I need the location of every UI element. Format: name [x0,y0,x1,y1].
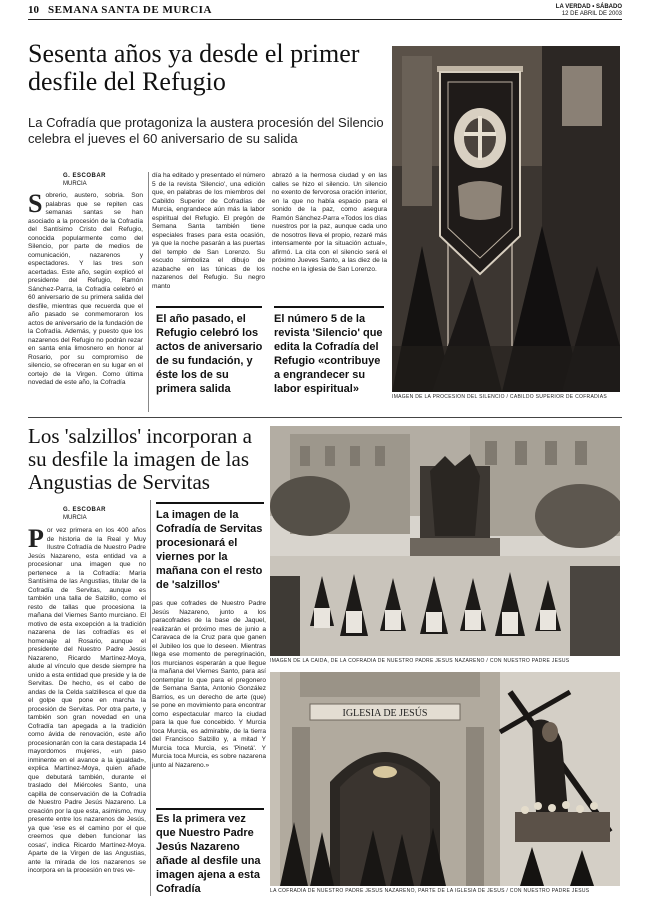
procession-silencio-image [392,46,620,392]
issue-date: 12 DE ABRIL DE 2003 [561,11,622,17]
article1-col2-text: día ha editado y presentado el número 5 de la revista 'Silencio', una edición que, en palabras de los miembros del Cabildo Superior de Cofradías de Murcia, engrandece aún más la labor espiritual del Refugio. El pregón de Semana Santa también tiene especiales frases para esta ocasión, ya que la noche pasarán a las puertas del templo de San Lorenzo. Su escudo simboliza el dibujo de azabache en las túnicas de los nazarenos del Refugio. Su negro manto [152,172,265,290]
pullquote-rule [156,808,264,810]
pullquote-rule [274,306,384,308]
article2-photo-2 [270,672,620,886]
article1-col1-text: obrerio, austero, sobria. Son palabras que se repiten cas semanas santas se han asociado a la procesión de la Cofradía del Santísimo Cristo del Refugio, conocida popularmente como del Silencio, por parte de medios de comunicación, nazarenos y espectadores. Y las tres son acertadas. Este año, según explicó el presidente del Refugio, Ramón Sánchez-Parra, la Cofradía celebró el 60 aniversario de su primera salida del desfile, mientras que recuerda que el año pasado se conmemoraron los actos de aniversario de la fundación de la Cofradía. Además, y puesto que los nazarenos del Refugio no podrán rezar en santa enla limosnero en honor al Rosario, por su compromiso de silencio, se ofreceran en su lugar en el cortejo de la Virgen. Como última novedad de este año, la Cofradía [28,192,143,386]
article2-headline: Los 'salzillos' incorporan a su desfile la imagen de las Angustias de Servitas [28,424,252,494]
byline-name: G. ESCOBAR [63,173,107,179]
byline-place: MURCIA [63,515,87,521]
newspaper-name: LA VERDAD • SÁBADO [555,4,622,10]
article1-subheadline: La Cofradía que protagoniza la austera procesión del Silencio celebra el jueves el 60 aniversario de su salida [28,115,384,146]
article1-byline [63,172,106,188]
byline-place: MURCIA [63,181,87,187]
byline-name: G. ESCOBAR [63,507,107,513]
article2-byline [63,506,106,522]
article2-photo-1-caption: IMAGEN DE LA CAÍDA, DE LA COFRADÍA DE NUESTRO PADRE JESÚS NAZARENO / CON NUESTRO PADRE JESÚS [270,658,570,664]
article1-column-2 [152,172,265,300]
article2-column-2 [152,600,266,800]
church-sign: IGLESIA DE JESÚS [342,708,428,719]
column-rule [148,172,149,412]
article1-pullquote-2: El número 5 de la revista 'Silencio' que edita la Cofradía del Refugio «contribuye a engrandecer su labor espiritual» [274,313,383,395]
article2-pullquote-1: La imagen de la Cofradía de Servitas procesionará el viernes por la mañana con el resto de 'salzillos' [156,509,263,591]
pullquote-rule [156,306,262,308]
article2-photo-1 [270,426,620,656]
article2-pullquote-2: Es la primera vez que Nuestro Padre Jesús Nazareno añade al desfile una imagen ajena a esta Cofradía [156,813,261,895]
section-divider [28,417,622,418]
caida-procession-image [270,426,620,656]
article2-column-1 [28,527,146,897]
iglesia-de-jesus-image [270,672,620,886]
pullquote-rule [156,502,264,504]
article1-col3-text: abrazó a la hermosa ciudad y en las calles se hizo el silencio. Un silencio no exento de fervorosa oración interior, en la que no había espacio para el sonido de la paz, como asegura Ramón Sánchez-Parra «Todos los días nuestros por la paz, aunque cada uno de nosotros lleva el propio, rezaré más intensamente por la situación actual», afirmó. La cita con el silencio será el próximo Jueves Santo, a las diez de la noche en la iglesia de San Lorenzo. [272,172,387,273]
article1-column-3 [272,172,387,300]
article2-col2-text: pas que cofrades de Nuestro Padre Jesús Nazareno, junto a los paracofrades de la base de Jaquel, realizarán el próximo mes de junio a Caravaca de la Cruz para que ganen el Jubileo los que lo deseen. Mientras llega ese momento de peregrinación, los murcianos esperarán a que llegue la mañana del Viernes Santo, para así contemplar lo que para el pregonero de Semana Santa, Antonio González Barrios, es un derecho de arte (que) se pone en movimiento para encontrar como espectacular marco la ciudad para la que fue concebido. Y Murcia toca Murcia, es admirable, de la tierra del Francisco Salzillo y, a mitad Y Murcia toca Murcia, es 'Pinetá'. Y Murcia toca Murcia, es sobre nazarena junto al Nazareno.» [152,600,266,769]
article1-dropcap: S [28,192,43,218]
article2-dropcap: P [28,527,44,553]
page-number: 10 [28,4,39,16]
header-masthead [556,4,622,18]
article2-photo-2-caption: LA COFRADÍA DE NUESTRO PADRE JESÚS NAZARENO, PARTE DE LA IGLESIA DE JESÚS / CON NUESTRO PADRE JESÚS [270,888,590,894]
article1-photo-caption: IMAGEN DE LA PROCESIÓN DEL SILENCIO / CABILDO SUPERIOR DE COFRADÍAS [392,394,607,400]
article1-photo [392,46,620,392]
section-title: SEMANA SANTA DE MURCIA [48,4,212,16]
page-header [28,4,622,20]
article2-col1-text: or vez primera en los 400 años de historia de la Real y Muy Ilustre Cofradía de Nuestro Padre Jesús Nazareno, esta entidad va a procesionar una imagen que no pertenece a la Cofradía: María Santísima de las Angustias, titular de la Cofradía de Servitas, aunque es también una talla de Salzillo, como el resto de tallas que procesiona la mañana del Viernes Santo murciano. El motivo de esta excepción a la tradición nazarena de las cofradías es el homenaje al Rosario, aunque el presidente del Nuestro Padre Jesús Nazareno, Ricardo Martínez-Moya, alude al vínculo que desde siempre ha unido a esta entidad que preside y la de Servitas. De hecho, es el cabo de andas de la Celda salzillesca el que da el golpe que pone en marcha la procesión de Servitas. Por otra parte, y también son gran novedad en una Cofradía tan apegada a la tradición como ávida de renovación, este año procesionarán con la cara destapada 14 mayordomos mujeres, «un paso inminente en el avance a la igualdad», explica Martínez-Moya, quien añade que debutará también, durante el traslado del Miércoles Santo, una capilla de conservación de la Cofradía de Nuestro Padre Jesús Nazareno. La creación por la que esta, asimismo, muy presente entre los nazarenos de Jesús, ya que 'ese es el camino por el que creemos que deben funcionar las cosas', indica Ricardo Martínez-Moya. Aparte de la Virgen de las Angustias, ante la mirada de los nazarenos se incorpora en la procesión en tres ve- [28,527,146,874]
article1-pullquote-1: El año pasado, el Refugio celebró los actos de aniversario de su fundación, y éste los de su primera salida [156,313,263,395]
column-rule [150,500,151,896]
article1-column-1 [28,192,143,412]
article1-headline: Sesenta años ya desde el primer desfile del Refugio [28,39,360,96]
